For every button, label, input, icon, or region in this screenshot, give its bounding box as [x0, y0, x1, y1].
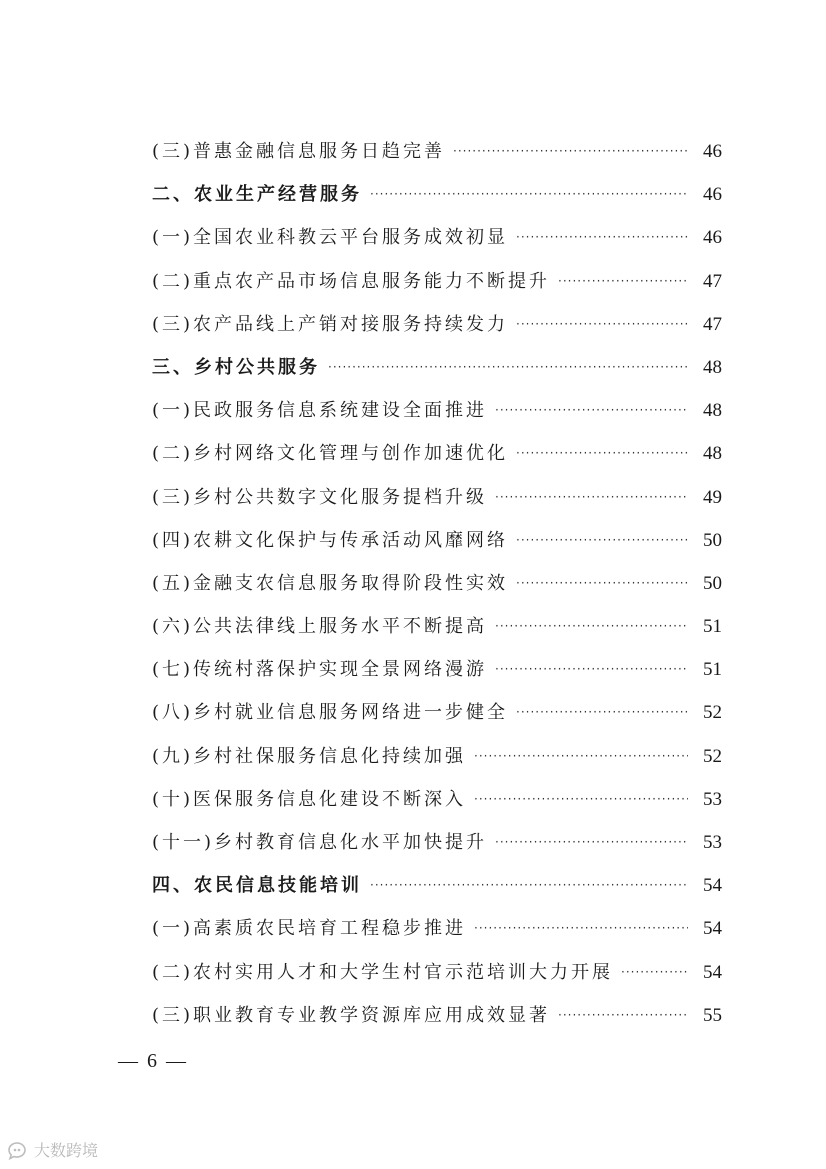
toc-entry-page: 51: [703, 616, 722, 638]
toc-entry-page: 48: [703, 400, 722, 422]
toc-entry-page: 46: [703, 141, 722, 162]
toc-entry-page: 50: [703, 529, 722, 551]
toc-dot-leader: [516, 216, 688, 259]
toc-dot-leader: [495, 648, 688, 691]
toc-dot-leader: [621, 951, 688, 994]
toc-entry-title: (二)重点农产品市场信息服务能力不断提升: [152, 270, 551, 292]
toc-entry-title: 四、农民信息技能培训: [152, 875, 362, 897]
toc-entry: [152, 778, 722, 821]
toc-dot-leader: [370, 864, 688, 907]
toc-entry-title: (五)金融支农信息服务取得阶段性实效: [152, 572, 509, 594]
toc-dot-leader: [474, 735, 688, 778]
toc-entry-title: (二)农村实用人才和大学生村官示范培训大力开展: [152, 961, 614, 983]
toc-entry-page: 54: [703, 961, 722, 983]
toc-dot-leader: [495, 389, 688, 432]
toc-entry: [152, 951, 722, 994]
toc-entry-title: (六)公共法律线上服务水平不断提高: [152, 616, 488, 638]
toc-entry-title: (十一)乡村教育信息化水平加快提升: [152, 832, 488, 853]
toc-entry-page: 49: [703, 486, 722, 508]
toc-entry: [152, 216, 722, 259]
toc-section-entry: [152, 346, 722, 389]
toc-entry-title: (九)乡村社保服务信息化持续加强: [152, 745, 467, 767]
toc-dot-leader: [516, 691, 688, 734]
toc-entry-page: 46: [703, 184, 722, 206]
toc-entry: [152, 476, 722, 519]
toc-dot-leader: [370, 173, 688, 216]
toc-entry-title: (四)农耕文化保护与传承活动风靡网络: [152, 529, 509, 551]
toc-dot-leader: [495, 605, 688, 648]
toc-entry-title: (三)乡村公共数字文化服务提档升级: [152, 486, 488, 508]
toc-entry: [152, 562, 722, 605]
toc-dot-leader: [474, 778, 688, 821]
toc-dot-leader: [516, 432, 688, 475]
toc-dot-leader: [558, 260, 688, 303]
toc-dot-leader: [516, 519, 688, 562]
toc-dot-leader: [516, 303, 688, 346]
toc-entry-page: 52: [703, 745, 722, 767]
toc-dot-leader: [328, 346, 688, 389]
toc-entry-title: (七)传统村落保护实现全景网络漫游: [152, 659, 488, 681]
toc-entry: [152, 605, 722, 648]
toc-entry: [152, 907, 722, 950]
toc-entry-title: (三)农产品线上产销对接服务持续发力: [152, 313, 509, 335]
watermark-text: 大数跨境: [34, 1141, 99, 1160]
toc-dot-leader: [516, 562, 688, 605]
toc-dot-leader: [558, 994, 688, 1037]
toc-entry-title: (二)乡村网络文化管理与创作加速优化: [152, 443, 509, 465]
toc-entry: [152, 130, 722, 173]
toc-entry: [152, 519, 722, 562]
toc-entry: [152, 303, 722, 346]
toc-entry-title: (十)医保服务信息化建设不断深入: [152, 788, 467, 810]
toc-entry: [152, 994, 722, 1037]
toc-section-entry: [152, 864, 722, 907]
toc-entry: [152, 260, 722, 303]
chat-bubble-logo-icon: [6, 1140, 30, 1160]
toc-entry-page: 52: [703, 702, 722, 724]
toc-entry-page: 53: [703, 788, 722, 810]
page-number: — 6 —: [118, 1050, 188, 1072]
toc-entry-page: 54: [703, 918, 722, 940]
toc-entry-page: 50: [703, 572, 722, 594]
toc-entry-page: 46: [703, 227, 722, 249]
toc-entry-page: 51: [703, 659, 722, 681]
table-of-contents: [152, 130, 722, 1037]
toc-entry-page: 54: [703, 875, 722, 897]
toc-entry-page: 48: [703, 443, 722, 465]
toc-entry-page: 53: [703, 832, 722, 853]
toc-dot-leader: [495, 821, 688, 864]
toc-entry-title: (一)高素质农民培育工程稳步推进: [152, 918, 467, 940]
toc-entry-title: (三)职业教育专业教学资源库应用成效显著: [152, 1004, 551, 1026]
toc-entry: [152, 691, 722, 734]
watermark: [6, 1138, 98, 1161]
toc-entry: [152, 432, 722, 475]
toc-dot-leader: [453, 130, 688, 173]
toc-section-entry: [152, 173, 722, 216]
toc-entry-page: 47: [703, 270, 722, 292]
toc-entry-title: 二、农业生产经营服务: [152, 184, 362, 206]
toc-entry: [152, 648, 722, 691]
toc-entry-title: (八)乡村就业信息服务网络进一步健全: [152, 702, 509, 724]
toc-entry-title: (一)民政服务信息系统建设全面推进: [152, 400, 488, 422]
toc-entry-title: (三)普惠金融信息服务日趋完善: [152, 141, 446, 162]
toc-entry-title: 三、乡村公共服务: [152, 356, 320, 378]
toc-entry-page: 47: [703, 313, 722, 335]
toc-entry: [152, 389, 722, 432]
toc-entry-title: (一)全国农业科教云平台服务成效初显: [152, 227, 509, 249]
toc-dot-leader: [495, 476, 688, 519]
toc-entry-page: 48: [703, 356, 722, 378]
toc-entry-page: 55: [703, 1004, 722, 1026]
toc-entry: [152, 735, 722, 778]
toc-entry: [152, 821, 722, 864]
toc-dot-leader: [474, 907, 688, 950]
